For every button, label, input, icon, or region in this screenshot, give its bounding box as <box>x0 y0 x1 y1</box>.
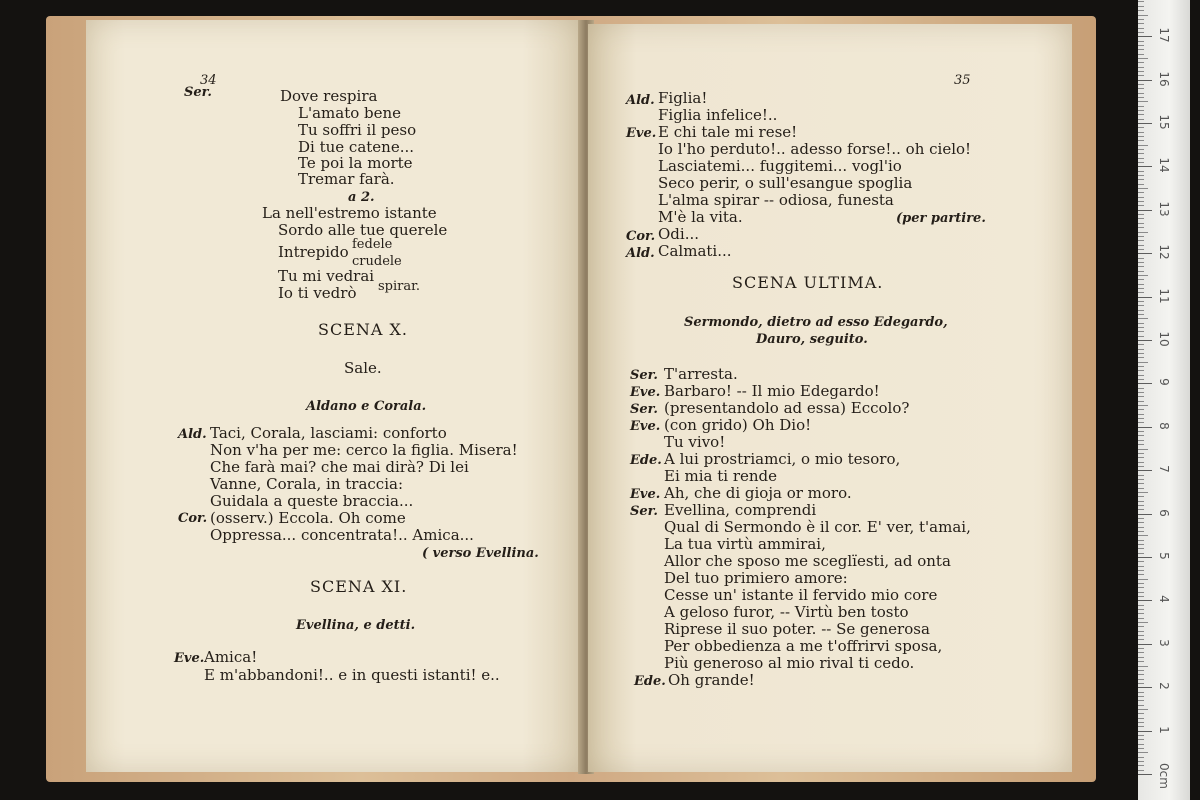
ruler-tick <box>1138 245 1144 246</box>
speaker: Ser. <box>630 402 658 417</box>
ruler-tick <box>1138 288 1144 289</box>
ruler-tick <box>1138 366 1144 367</box>
ruler-tick <box>1138 648 1144 649</box>
verse-line: E chi tale mi rese! <box>658 123 798 141</box>
ruler-tick <box>1138 123 1152 124</box>
verse-line: Qual di Sermondo è il cor. E' ver, t'amai, <box>664 518 971 536</box>
ruler-tick <box>1138 227 1144 228</box>
scene-heading: SCENA ULTIMA. <box>732 273 884 292</box>
verse-line: (presentandolo ad essa) Eccolo? <box>664 399 910 417</box>
ruler-tick <box>1138 657 1144 658</box>
ruler-label: 11 <box>1157 287 1171 304</box>
ruler-tick <box>1138 383 1152 384</box>
verse-line: Di tue catene... <box>298 138 415 156</box>
ruler-tick <box>1138 284 1144 285</box>
ruler-tick <box>1138 258 1144 259</box>
ruler-tick <box>1138 596 1144 597</box>
ruler-label: 9 <box>1157 378 1171 387</box>
ruler-tick <box>1138 162 1144 163</box>
ruler-tick <box>1138 214 1144 215</box>
ruler-tick <box>1138 449 1148 450</box>
ruler-tick <box>1138 462 1144 463</box>
ruler-tick <box>1138 422 1144 423</box>
verse-line: A lui prostriamci, o mio tesoro, <box>664 450 901 468</box>
ruler-tick <box>1138 10 1144 11</box>
ruler-tick <box>1138 522 1144 523</box>
ruler-label: 10 <box>1157 331 1171 347</box>
ruler-tick <box>1138 262 1144 263</box>
ruler-tick <box>1138 505 1144 506</box>
verse-line: Seco perir, o sull'esangue spoglia <box>658 174 913 192</box>
verse-line: Che farà mai? che mai dirà? Di lei <box>210 458 469 476</box>
speaker: Cor. <box>626 229 656 244</box>
verse-line: Tu vivo! <box>664 433 726 451</box>
characters-line: Evellina, e detti. <box>296 618 416 633</box>
ruler-tick <box>1138 692 1144 693</box>
ruler-label: 1 <box>1157 725 1171 734</box>
ruler-tick <box>1138 349 1144 350</box>
ruler-tick <box>1138 314 1144 315</box>
verse-line: Evellina, comprendi <box>664 501 817 519</box>
ruler-label: 14 <box>1157 157 1171 174</box>
ruler-label: 0cm <box>1157 763 1171 789</box>
ruler-tick <box>1138 119 1144 120</box>
ruler-tick <box>1138 1 1144 2</box>
ruler-tick <box>1138 639 1144 640</box>
verse-line: Tu mi vedrai <box>278 267 375 285</box>
ruler-label: 12 <box>1157 244 1171 260</box>
verse-line: Taci, Corala, lasciami: conforto <box>210 424 447 442</box>
ruler-tick <box>1138 409 1144 410</box>
ruler-tick <box>1138 106 1144 107</box>
verse-line: spirar. <box>378 279 421 294</box>
ruler-tick <box>1138 735 1144 736</box>
right-page <box>588 24 1072 772</box>
ruler-tick <box>1138 479 1144 480</box>
ruler-tick <box>1138 192 1144 193</box>
stage-direction: (per partire. <box>896 211 986 226</box>
ruler-tick <box>1138 722 1144 723</box>
ruler-tick <box>1138 171 1144 172</box>
verse-line: Allor che sposo me sceglïesti, ad onta <box>664 552 951 570</box>
ruler-label: 7 <box>1157 465 1171 473</box>
ruler-tick <box>1138 592 1144 593</box>
ruler-tick <box>1138 353 1144 354</box>
ruler-tick <box>1138 579 1148 580</box>
verse-line: Odi... <box>658 225 700 243</box>
ruler-tick <box>1138 297 1152 298</box>
verse-line: L'amato bene <box>298 104 402 122</box>
verse-line: Io l'ho perduto!.. adesso forse!.. oh cielo! <box>658 140 972 158</box>
ruler-tick <box>1138 587 1144 588</box>
ruler-tick <box>1138 327 1144 328</box>
ruler-tick <box>1138 392 1144 393</box>
ruler-tick <box>1138 605 1144 606</box>
ruler-tick <box>1138 75 1144 76</box>
ruler-tick <box>1138 210 1152 211</box>
ruler-tick <box>1138 149 1144 150</box>
ruler-label: 8 <box>1157 421 1171 430</box>
ruler-tick <box>1138 548 1144 549</box>
ruler-tick <box>1138 58 1148 59</box>
ruler-tick <box>1138 340 1152 341</box>
page-number: 34 <box>200 73 217 88</box>
characters-line: Aldano e Corala. <box>306 399 427 414</box>
setting-line: Sale. <box>344 359 382 377</box>
verse-line: T'arresta. <box>664 365 738 383</box>
ruler-tick <box>1138 84 1144 85</box>
ruler-tick <box>1138 492 1148 493</box>
ruler-tick <box>1138 323 1144 324</box>
ruler-tick <box>1138 275 1148 276</box>
ruler-tick <box>1138 566 1144 567</box>
verse-line: Figlia! <box>658 89 708 107</box>
ruler-tick <box>1138 6 1144 7</box>
speaker: Eve. <box>630 419 661 434</box>
ruler-tick <box>1138 431 1144 432</box>
verse-line: Lasciatemi... fuggitemi... vogl'io <box>658 157 902 175</box>
page-number: 35 <box>954 73 971 88</box>
ruler-tick <box>1138 761 1144 762</box>
verse-line: Del tuo primiero amore: <box>664 569 848 587</box>
ruler-label: 6 <box>1157 508 1171 517</box>
verse-line: Tu soffri il peso <box>298 121 417 139</box>
ruler-tick <box>1138 127 1144 128</box>
ruler-tick <box>1138 331 1144 332</box>
ruler-tick <box>1138 184 1144 185</box>
ruler-tick <box>1138 765 1144 766</box>
ruler-tick <box>1138 158 1144 159</box>
verse-line: Vanne, Corala, in traccia: <box>210 475 403 493</box>
ruler-tick <box>1138 253 1152 254</box>
ruler-tick <box>1138 757 1144 758</box>
ruler-tick <box>1138 687 1152 688</box>
ruler-tick <box>1138 19 1144 20</box>
verse-line: Sordo alle tue querele <box>278 221 448 239</box>
stage-direction: ( verso Evellina. <box>422 546 539 561</box>
ruler-tick <box>1138 110 1144 111</box>
ruler-tick <box>1138 535 1148 536</box>
ruler-tick <box>1138 114 1144 115</box>
ruler-tick <box>1138 166 1152 167</box>
left-page <box>86 20 582 772</box>
scene-heading: SCENA XI. <box>310 577 408 596</box>
verse-line: E m'abbandoni!.. e in questi istanti! e.. <box>204 666 500 684</box>
speaker: Eve. <box>630 385 661 400</box>
ruler-tick <box>1138 97 1144 98</box>
ruler-tick <box>1138 401 1144 402</box>
ruler-tick <box>1138 205 1144 206</box>
ruler-tick <box>1138 674 1144 675</box>
ruler-tick <box>1138 188 1148 189</box>
ruler-tick <box>1138 744 1144 745</box>
speaker: Eve. <box>626 126 657 141</box>
ruler-tick <box>1138 583 1144 584</box>
ruler-tick <box>1138 153 1144 154</box>
ruler-tick <box>1138 540 1144 541</box>
speaker: Eve. <box>174 651 205 666</box>
ruler-tick <box>1138 709 1148 710</box>
ruler-tick <box>1138 670 1144 671</box>
speaker: Eve. <box>630 487 661 502</box>
ruler-tick <box>1138 700 1144 701</box>
ruler-tick <box>1138 49 1144 50</box>
ruler-tick <box>1138 88 1144 89</box>
ruler-tick <box>1138 453 1144 454</box>
ruler-tick <box>1138 93 1144 94</box>
ruler-label: 3 <box>1157 638 1171 647</box>
ruler-tick <box>1138 518 1144 519</box>
speaker: Ser. <box>630 504 658 519</box>
ruler-tick <box>1138 197 1144 198</box>
ruler-tick <box>1138 444 1144 445</box>
verse-line: (osserv.) Eccola. Oh come <box>210 509 406 527</box>
ruler-tick <box>1138 631 1144 632</box>
ruler-tick <box>1138 223 1144 224</box>
verse-line: crudele <box>352 254 402 269</box>
verse-line: Più generoso al mio rival ti cedo. <box>664 654 915 672</box>
ruler-tick <box>1138 726 1144 727</box>
verse-line: Te poi la morte <box>298 154 413 172</box>
ruler-tick <box>1138 626 1144 627</box>
ruler-tick <box>1138 679 1144 680</box>
verse-line: fedele <box>352 237 393 252</box>
ruler-tick <box>1138 292 1144 293</box>
ruler-tick <box>1138 666 1148 667</box>
ruler-tick <box>1138 140 1144 141</box>
ruler-tick <box>1138 457 1144 458</box>
ruler-tick <box>1138 475 1144 476</box>
stage-direction: a 2. <box>348 190 375 205</box>
ruler-tick <box>1138 544 1144 545</box>
verse-line: Barbaro! -- Il mio Edegardo! <box>664 382 880 400</box>
ruler-tick <box>1138 600 1152 601</box>
ruler-tick <box>1138 405 1148 406</box>
ruler-tick <box>1138 357 1144 358</box>
verse-line: Calmati... <box>658 242 732 260</box>
ruler-tick <box>1138 54 1144 55</box>
ruler-tick <box>1138 427 1152 428</box>
ruler-tick <box>1138 496 1144 497</box>
ruler-tick <box>1138 731 1152 732</box>
ruler-tick <box>1138 774 1152 775</box>
ruler-tick <box>1138 175 1144 176</box>
ruler-tick <box>1138 232 1148 233</box>
ruler-tick <box>1138 683 1144 684</box>
verse-line: Ah, che di gioja or moro. <box>664 484 852 502</box>
ruler-tick <box>1138 266 1144 267</box>
ruler-tick <box>1138 71 1144 72</box>
ruler-tick <box>1138 28 1144 29</box>
ruler-tick <box>1138 748 1144 749</box>
ruler-label: 4 <box>1157 595 1171 604</box>
ruler-tick <box>1138 553 1144 554</box>
ruler-tick <box>1138 370 1144 371</box>
ruler-tick <box>1138 240 1144 241</box>
ruler-tick <box>1138 609 1144 610</box>
ruler-tick <box>1138 527 1144 528</box>
ruler-tick <box>1138 344 1144 345</box>
ruler-tick <box>1138 770 1144 771</box>
ruler-tick <box>1138 236 1144 237</box>
ruler-tick <box>1138 713 1144 714</box>
ruler-tick <box>1138 557 1152 558</box>
speaker: Ald. <box>626 246 655 261</box>
speaker: Ald. <box>626 93 655 108</box>
ruler-tick <box>1138 618 1144 619</box>
ruler-tick <box>1138 613 1144 614</box>
verse-line: Oppressa... concentrata!.. Amica... <box>210 526 474 544</box>
ruler-tick <box>1138 336 1144 337</box>
verse-line: Guidala a queste braccia... <box>210 492 414 510</box>
ruler-tick <box>1138 310 1144 311</box>
ruler-tick <box>1138 414 1144 415</box>
ruler-label: 5 <box>1157 552 1171 560</box>
ruler-tick <box>1138 201 1144 202</box>
verse-line: Per obbedienza a me t'offrirvi sposa, <box>664 637 943 655</box>
verse-line: La nell'estremo istante <box>262 204 437 222</box>
ruler-tick <box>1138 101 1148 102</box>
speaker: Ser. <box>630 368 658 383</box>
verse-line: A geloso furor, -- Virtù ben tosto <box>664 603 909 621</box>
ruler-tick <box>1138 318 1148 319</box>
ruler-tick <box>1138 396 1144 397</box>
verse-line: (con grido) Oh Dio! <box>664 416 812 434</box>
ruler-tick <box>1138 41 1144 42</box>
ruler-tick <box>1138 279 1144 280</box>
ruler-tick <box>1138 661 1144 662</box>
ruler-label: 16 <box>1157 70 1171 87</box>
ruler-tick <box>1138 440 1144 441</box>
ruler-tick <box>1138 271 1144 272</box>
ruler-tick <box>1138 574 1144 575</box>
ruler-tick <box>1138 62 1144 63</box>
ruler-tick <box>1138 249 1144 250</box>
speaker: Ede. <box>630 453 662 468</box>
ruler-tick <box>1138 514 1152 515</box>
verse-line: Intrepido <box>278 243 349 261</box>
ruler-tick <box>1138 305 1144 306</box>
ruler-tick <box>1138 435 1144 436</box>
ruler-tick <box>1138 23 1144 24</box>
verse-line: Oh grande! <box>668 671 755 689</box>
ruler-tick <box>1138 718 1144 719</box>
verse-line: L'alma spirar -- odiosa, funesta <box>658 191 894 209</box>
speaker: Cor. <box>178 511 208 526</box>
ruler-tick <box>1138 388 1144 389</box>
ruler-tick <box>1138 301 1144 302</box>
ruler-tick <box>1138 622 1148 623</box>
ruler-tick <box>1138 644 1152 645</box>
verse-line: La tua virtù ammirai, <box>664 535 826 553</box>
ruler-label: 17 <box>1157 27 1171 43</box>
verse-line: Io ti vedrò <box>278 284 357 302</box>
ruler-tick <box>1138 488 1144 489</box>
ruler-label: 13 <box>1157 201 1171 217</box>
verse-line: Ei mia ti rende <box>664 467 778 485</box>
ruler-tick <box>1138 15 1148 16</box>
ruler-tick <box>1138 696 1144 697</box>
ruler-tick <box>1138 218 1144 219</box>
verse-line: Amica! <box>204 648 258 666</box>
ruler-tick <box>1138 80 1152 81</box>
ruler-tick <box>1138 531 1144 532</box>
scene-heading: SCENA X. <box>318 320 408 339</box>
speaker: Ser. <box>184 85 212 100</box>
ruler-tick <box>1138 362 1148 363</box>
ruler-tick <box>1138 561 1144 562</box>
ruler-label: 2 <box>1157 682 1171 690</box>
ruler-tick <box>1138 67 1144 68</box>
characters-line: Sermondo, dietro ad esso Edegardo, <box>684 315 948 330</box>
ruler-tick <box>1138 570 1144 571</box>
measuring-ruler <box>1138 0 1190 800</box>
speaker: Ede. <box>634 674 666 689</box>
ruler-tick <box>1138 501 1144 502</box>
ruler-tick <box>1138 132 1144 133</box>
verse-line: Cesse un' istante il fervido mio core <box>664 586 938 604</box>
ruler-tick <box>1138 635 1144 636</box>
ruler-tick <box>1138 36 1152 37</box>
ruler-tick <box>1138 145 1148 146</box>
ruler-tick <box>1138 418 1144 419</box>
ruler-tick <box>1138 466 1144 467</box>
ruler-tick <box>1138 509 1144 510</box>
verse-line: M'è la vita. <box>658 208 743 226</box>
verse-line: Dove respira <box>280 87 378 105</box>
ruler-tick <box>1138 470 1152 471</box>
ruler-tick <box>1138 375 1144 376</box>
characters-line: Dauro, seguito. <box>756 332 868 347</box>
ruler-tick <box>1138 483 1144 484</box>
ruler-tick <box>1138 739 1144 740</box>
ruler-tick <box>1138 45 1144 46</box>
verse-line: Figlia infelice!.. <box>658 106 778 124</box>
ruler-tick <box>1138 379 1144 380</box>
ruler-tick <box>1138 179 1144 180</box>
ruler-label: 15 <box>1157 114 1171 130</box>
ruler-tick <box>1138 752 1148 753</box>
ruler-tick <box>1138 652 1144 653</box>
verse-line: Tremar farà. <box>298 170 395 188</box>
ruler-tick <box>1138 32 1144 33</box>
ruler-tick <box>1138 136 1144 137</box>
ruler-tick <box>1138 705 1144 706</box>
verse-line: Non v'ha per me: cerco la figlia. Misera! <box>210 441 518 459</box>
verse-line: Riprese il suo poter. -- Se generosa <box>664 620 930 638</box>
speaker: Ald. <box>178 427 207 442</box>
